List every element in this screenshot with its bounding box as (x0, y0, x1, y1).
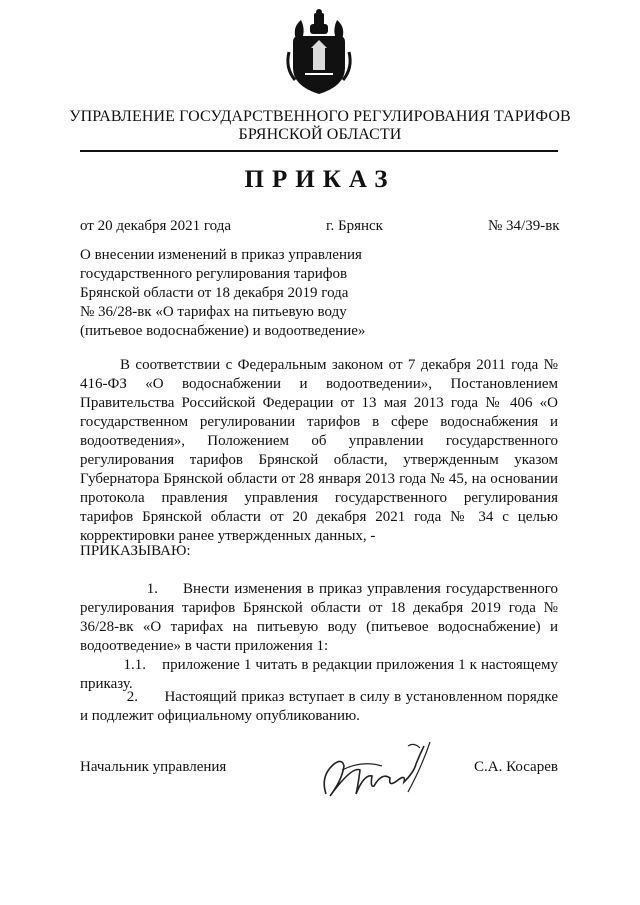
document-date: от 20 декабря 2021 года (80, 218, 232, 234)
coat-of-arms-emblem (283, 8, 355, 96)
document-city: г. Брянск (326, 218, 383, 234)
signer-position: Начальник управления (80, 759, 227, 775)
subject-line: О внесении изменений в приказ управления (80, 247, 362, 263)
order-item-1 (80, 580, 558, 656)
order-item-2 (80, 688, 558, 726)
item-number: 1. (146, 581, 158, 597)
item-text: Внести изменения в приказ управления государственного регулирования тарифов Брянской области от 18 декабря 2019 года № 36/28-вк «О тарифах на питьевую воду (питьевое водоснабжение) и водоотведение» в части приложения 1: (80, 581, 558, 654)
organization-name-line1: УПРАВЛЕНИЕ ГОСУДАРСТВЕННОГО РЕГУЛИРОВАНИЯ ТАРИФОВ (69, 108, 571, 125)
handwritten-signature (312, 736, 442, 806)
subject-line: государственного регулирования тарифов (80, 266, 348, 282)
order-heading: ПРИКАЗЫВАЮ: (80, 543, 191, 559)
item-text: Настоящий приказ вступает в силу в установленном порядке и подлежит официальному опубликованию. (80, 689, 559, 724)
document-title: ПРИКАЗ (244, 166, 396, 193)
item-number: 2. (126, 689, 138, 705)
signer-name: С.А. Косарев (474, 759, 558, 775)
preamble-paragraph: В соответствии с Федеральным законом от 7 декабря 2011 года № 416-ФЗ «О водоснабжении и водоотведении», Постановлением Правительства Российской Федерации от 13 мая 2013 года № 406 «О государственном регулировании тарифов в сфере водоснабжения и водоотведения», Положением об управлении государственного регулирования тарифов Брянской области, утвержденным указом Губернатора Брянской области от 28 января 2013 года № 45, на основании протокола правления управления государственного регулирования тарифов Брянской области от 20 декабря 2021 года № 34 с целью корректировки ранее утвержденных данных, - (80, 357, 558, 544)
item-number: 1.1. (123, 657, 146, 673)
item-text: приложение 1 читать в редакции приложения 1 к настоящему приказу. (80, 657, 558, 692)
subject-line: (питьевое водоснабжение) и водоотведение» (80, 323, 366, 339)
header-divider (80, 150, 558, 152)
document-subject (80, 246, 390, 341)
subject-line: № 36/28-вк «О тарифах на питьевую воду (80, 304, 347, 320)
organization-name-line2: БРЯНСКОЙ ОБЛАСТИ (238, 126, 402, 143)
document-number: № 34/39-вк (488, 218, 560, 234)
subject-line: Брянской области от 18 декабря 2019 года (80, 285, 349, 301)
